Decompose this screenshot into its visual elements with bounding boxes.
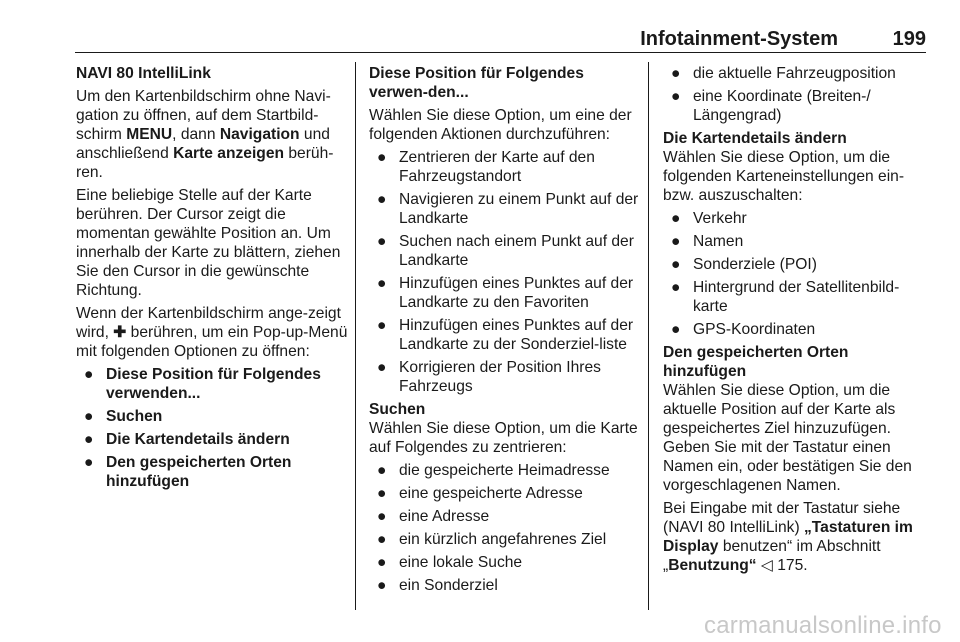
list-item-text: eine Adresse xyxy=(399,508,490,525)
column-divider-2 xyxy=(648,62,649,610)
bullet-icon: ● xyxy=(377,317,387,334)
section-heading-save-place: Den gespeicherten Orten hinzufügen xyxy=(663,344,849,380)
list-item xyxy=(369,316,639,354)
list-item-text: Navigieren zu einem Punkt auf der Landkarte xyxy=(399,191,639,227)
list-item xyxy=(369,553,639,572)
page-number: 199 xyxy=(892,28,926,50)
list-item-text: Suchen nach einem Punkt auf der Landkarte xyxy=(399,233,634,269)
bullet-icon: ● xyxy=(84,431,94,448)
keyboard-ref-term: „Tastaturen im Display xyxy=(663,519,913,555)
text: und anschließend xyxy=(76,126,330,162)
list-item-text: eine gespeicherte Adresse xyxy=(399,485,583,502)
text: berühren, um ein Pop-up-Menü mit folgenden Optionen zu öffnen: xyxy=(76,324,348,360)
list-item xyxy=(369,358,639,396)
page-reference[interactable]: ◁ 175. xyxy=(756,557,808,574)
list-item-text: die gespeicherte Heimadresse xyxy=(399,462,610,479)
bullet-icon: ● xyxy=(377,233,387,250)
paragraph-cursor: Eine beliebige Stelle auf der Karte berühren. Der Cursor zeigt die momentan gewählte Position an. Um innerhalb der Karte zu blättern, ziehen Sie den Cursor in die gewünschte Richtung. xyxy=(76,187,341,299)
list-item-text: Die Kartendetails ändern xyxy=(106,431,290,448)
bullet-icon: ● xyxy=(377,359,387,376)
popup-options-list xyxy=(76,365,351,491)
bullet-icon: ● xyxy=(377,531,387,548)
list-item-text: Sonderziele (POI) xyxy=(693,256,817,273)
list-item-text: Den gespeicherten Orten hinzufügen xyxy=(106,454,292,490)
list-item-text: ein Sonderziel xyxy=(399,577,498,594)
list-item xyxy=(76,453,351,491)
section-heading-map-details: Die Kartendetails ändern xyxy=(663,130,847,147)
list-item-text: Hinzufügen eines Punktes auf der Landkarte zu der Sonderziel-liste xyxy=(399,317,634,353)
text: , dann xyxy=(172,126,220,143)
list-item xyxy=(369,232,639,270)
section-heading-search: Suchen xyxy=(369,401,426,418)
list-item xyxy=(369,148,639,186)
bullet-icon: ● xyxy=(377,554,387,571)
bullet-icon: ● xyxy=(377,191,387,208)
list-item-text: die aktuelle Fahrzeugposition xyxy=(693,65,896,82)
list-item xyxy=(369,190,639,228)
bullet-icon: ● xyxy=(84,454,94,471)
list-item xyxy=(369,576,639,595)
text: berüh-ren. xyxy=(76,145,334,181)
list-item-text: Hintergrund der Satellitenbild-karte xyxy=(693,279,900,315)
list-item-text: GPS-Koordinaten xyxy=(693,321,816,338)
header-rule xyxy=(75,52,926,53)
bullet-icon: ● xyxy=(377,485,387,502)
paragraph-open-map xyxy=(76,87,351,182)
map-settings-list xyxy=(663,209,931,339)
watermark: carmanualsonline.info xyxy=(704,612,942,639)
section-heading-use-position: Diese Position für Folgendes verwen-den... xyxy=(369,65,584,101)
list-item xyxy=(369,530,639,549)
bullet-icon: ● xyxy=(84,366,94,383)
bullet-icon: ● xyxy=(377,577,387,594)
text: Um den Kartenbildschirm ohne Navi-gation zu öffnen, auf dem Startbild-schirm xyxy=(76,88,331,143)
show-map-term: Karte anzeigen xyxy=(173,145,285,162)
paragraph-keyboard xyxy=(663,499,931,575)
bullet-icon: ● xyxy=(377,275,387,292)
bullet-icon: ● xyxy=(377,508,387,525)
column-divider-1 xyxy=(355,62,356,610)
list-item-text: Namen xyxy=(693,233,744,250)
list-item-text: Suchen xyxy=(106,408,163,425)
search-list-continued xyxy=(663,64,931,125)
list-item xyxy=(663,232,931,251)
list-item xyxy=(663,278,931,316)
bullet-icon: ● xyxy=(377,149,387,166)
list-item-text: eine lokale Suche xyxy=(399,554,523,571)
text: Wenn der Kartenbildschirm ange-zeigt wird, xyxy=(76,305,341,341)
list-item xyxy=(369,274,639,312)
menu-term: MENU xyxy=(126,126,173,143)
actions-list xyxy=(369,148,639,396)
bullet-icon: ● xyxy=(671,233,681,250)
list-item xyxy=(663,64,931,83)
list-item xyxy=(663,320,931,339)
bullet-icon: ● xyxy=(671,279,681,296)
column-2 xyxy=(369,64,639,599)
list-item xyxy=(369,507,639,526)
search-list xyxy=(369,461,639,595)
list-item xyxy=(76,365,351,403)
bullet-icon: ● xyxy=(671,65,681,82)
paragraph-search: Wählen Sie diese Option, um die Karte auf Folgendes zu zentrieren: xyxy=(369,420,638,456)
header-title: Infotainment-System xyxy=(640,28,838,50)
paragraph-save-place: Wählen Sie diese Option, um die aktuelle Position auf der Karte als gespeichertes Ziel hinzuzufügen. Geben Sie mit der Tastatur einen Namen ein, oder bestätigen Sie den vorgeschlagenen Namen. xyxy=(663,382,912,494)
list-item-text: eine Koordinate (Breiten-/ Längengrad) xyxy=(693,88,871,124)
list-item-text: Korrigieren der Position Ihres Fahrzeugs xyxy=(399,359,601,395)
text: benutzen“ im Abschnitt „ xyxy=(663,538,881,574)
list-item xyxy=(369,484,639,503)
list-item-text: Hinzufügen eines Punktes auf der Landkarte zu den Favoriten xyxy=(399,275,634,311)
navigation-term: Navigation xyxy=(219,126,300,143)
list-item-text: ein kürzlich angefahrenes Ziel xyxy=(399,531,607,548)
plus-icon: ✚ xyxy=(113,324,127,341)
column-1 xyxy=(76,64,351,495)
paragraph-map-details: Wählen Sie diese Option, um die folgenden Karteneinstellungen ein- bzw. auszuschalten: xyxy=(663,149,905,204)
bullet-icon: ● xyxy=(671,256,681,273)
usage-ref-term: Benutzung“ xyxy=(668,557,757,574)
bullet-icon: ● xyxy=(84,408,94,425)
list-item xyxy=(663,255,931,274)
paragraph-actions: Wählen Sie diese Option, um eine der folgenden Aktionen durchzuführen: xyxy=(369,107,632,143)
bullet-icon: ● xyxy=(671,88,681,105)
list-item-text: Zentrieren der Karte auf den Fahrzeugstandort xyxy=(399,149,595,185)
section-heading-navi80: NAVI 80 IntelliLink xyxy=(76,65,211,82)
list-item-text: Verkehr xyxy=(693,210,747,227)
bullet-icon: ● xyxy=(377,462,387,479)
list-item xyxy=(663,209,931,228)
bullet-icon: ● xyxy=(671,210,681,227)
list-item xyxy=(369,461,639,480)
column-3 xyxy=(663,64,931,579)
page-header xyxy=(75,28,926,50)
list-item-text: Diese Position für Folgendes verwenden... xyxy=(106,366,321,402)
list-item xyxy=(76,430,351,449)
bullet-icon: ● xyxy=(671,321,681,338)
list-item xyxy=(663,87,931,125)
text: Bei Eingabe mit der Tastatur siehe (NAVI 80 IntelliLink) xyxy=(663,500,901,536)
list-item xyxy=(76,407,351,426)
paragraph-popup xyxy=(76,304,351,361)
